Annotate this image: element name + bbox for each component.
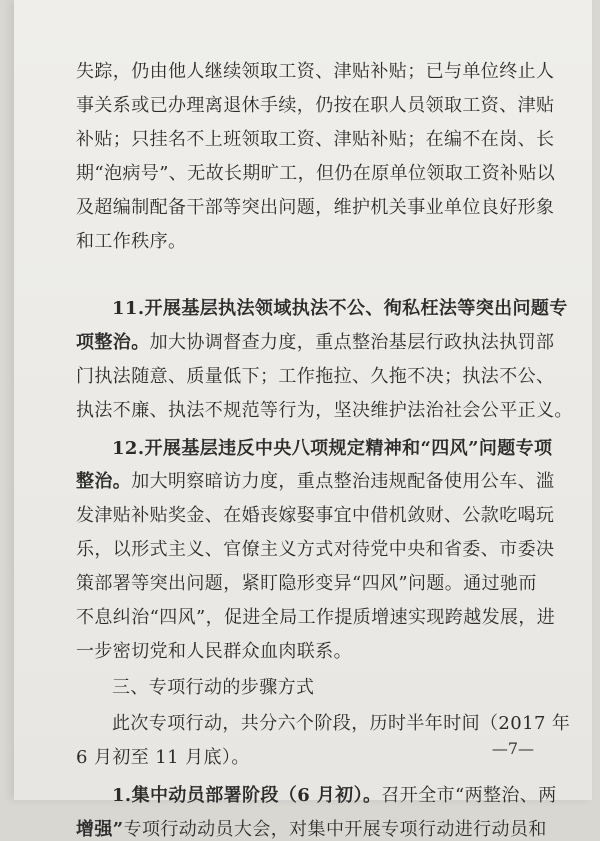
text-line [76,362,554,388]
body-text: 乐，以形式主义、官僚主义方式对待党中央和省委、市委决 [76,539,555,560]
text-line [112,709,570,735]
text-line [76,501,554,527]
body-text: 专项行动动员大会，对集中开展专项行动进行动员和 [123,819,547,840]
body-text: 不息纠治“四风”，促进全局工作提质增速实现跨越发展，进 [76,607,556,628]
body-text: 期“泡病号”、无故长期旷工，但仍在原单位领取工资补贴以 [76,163,556,184]
bold-lead-text: 增强” [76,819,124,840]
document-page [14,0,592,840]
body-text: 三、专项行动的步骤方式 [112,677,315,698]
body-text: 事关系或已办理离退休手续，仍按在职人员领取工资、津贴 [76,95,555,116]
bold-lead-text: 项整治。 [76,332,150,353]
body-text: 补贴；只挂名不上班领取工资、津贴补贴；在编不在岗、长 [76,129,555,150]
section-heading [112,673,314,699]
text-line [76,91,554,117]
body-text: 和工作秩序。 [76,231,187,252]
text-line [112,781,557,807]
text-line [76,535,554,561]
body-text: 此次专项行动，共分六个阶段，历时半年时间（2017 年 [112,713,571,734]
body-text: 失踪，仍由他人继续领取工资、津贴补贴；已与单位终止人 [76,61,555,82]
body-text: 一步密切党和人民群众血肉联系。 [76,641,352,662]
text-line [76,815,547,841]
text-line [76,467,554,493]
text-line [76,396,573,422]
body-text: 加大协调督查力度，重点整治基层行政执法执罚部 [149,332,555,353]
text-line [76,125,554,151]
text-line [76,569,537,595]
text-line [76,637,352,663]
text-line [76,57,554,83]
body-text: 召开全市“两整治、两 [381,785,557,806]
text-line [76,159,555,185]
text-line [76,743,250,769]
body-text: 发津贴补贴奖金、在婚丧嫁娶事宜中借机敛财、公款吃喝玩 [76,505,555,526]
body-text: 及超编制配备干部等突出问题，维护机关事业单位良好形象 [76,197,555,218]
body-text: 门执法随意、质量低下；工作拖拉、久拖不决；执法不公、 [76,366,555,387]
text-line [112,294,568,320]
body-text: 执法不廉、执法不规范等行为，坚决维护法治社会公平正义。 [76,400,573,421]
bold-lead-text: 11.开展基层执法领域执法不公、徇私枉法等突出问题专 [112,298,568,319]
bold-lead-text: 1.集中动员部署阶段（6 月初）。 [112,785,382,806]
body-text: 加大明察暗访力度，重点整治违规配备使用公车、滥 [131,471,555,492]
text-line [76,227,186,253]
bold-lead-text: 整治。 [76,471,132,492]
body-text: 6 月初至 11 月底）。 [76,747,250,768]
body-text: 策部署等突出问题，紧盯隐形变异“四风”问题。通过驰而 [76,573,537,594]
text-line [76,328,554,354]
page-number: —7— [491,739,534,758]
text-line [76,193,554,219]
bold-lead-text: 12.开展基层违反中央八项规定精神和“四风”问题专项 [112,438,553,459]
text-line [76,603,555,629]
text-line [112,434,552,460]
